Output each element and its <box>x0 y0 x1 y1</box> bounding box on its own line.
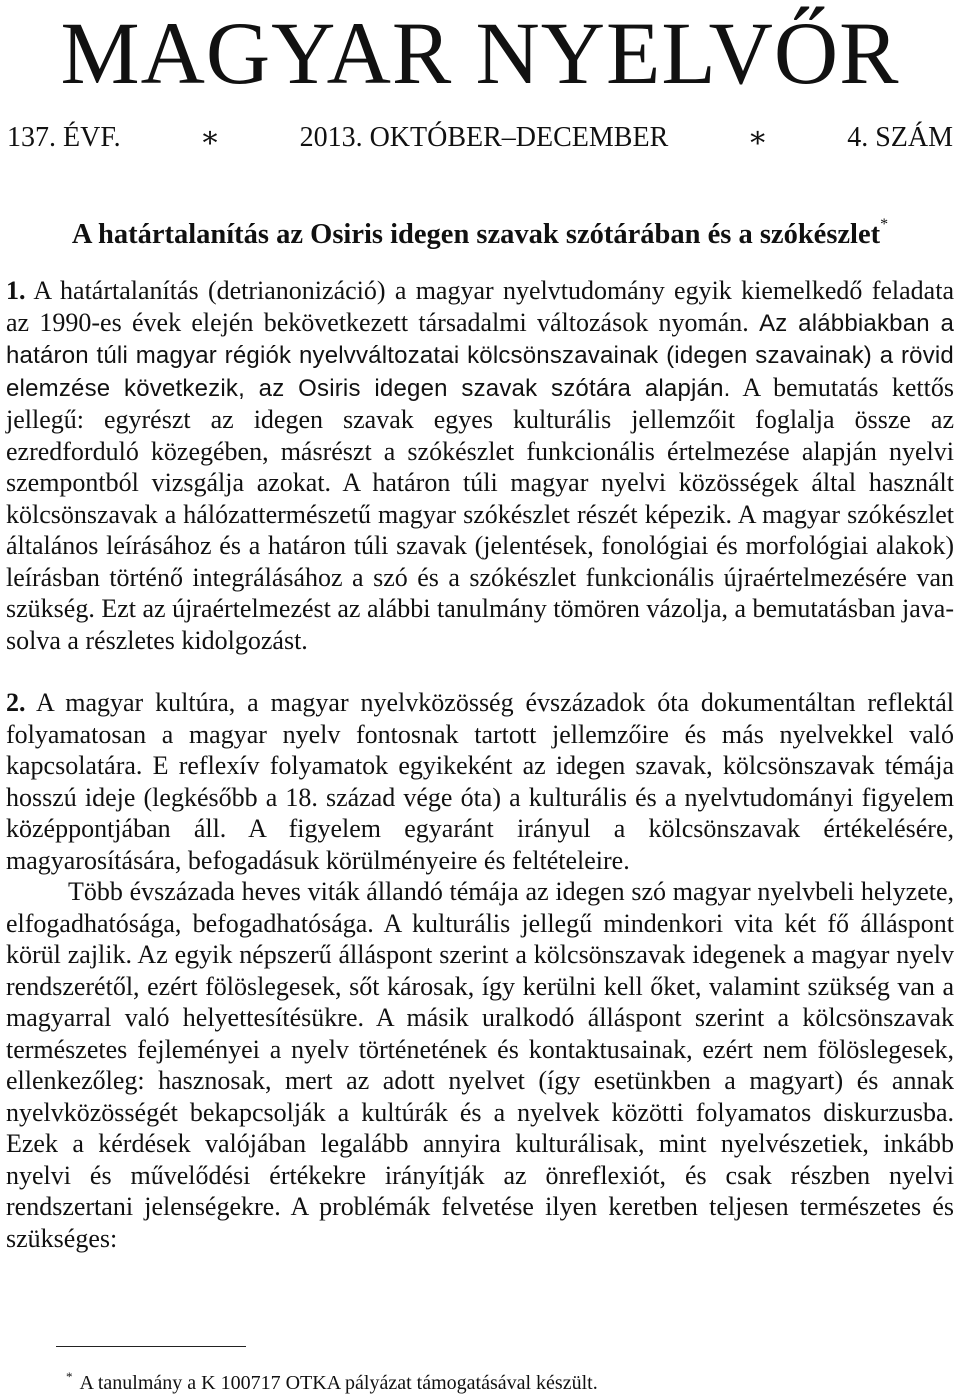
section-number: 2. <box>6 688 26 717</box>
volume-label: 137. ÉVF. <box>7 122 121 153</box>
section-number: 1. <box>6 276 26 305</box>
separator-star-icon: ∗ <box>199 121 221 154</box>
section-2-paragraph-2: Több évszázada heves viták állandó témája az idegen szó magyar nyelvbeli helyzete, elfogadhatósága, befogadhatósága. A kulturális jellegű mindenkori vita két fő álláspont körül zajlik. Az egyik népszerű álláspont szerint a kölcsönszavak idegenek a magyar nyelv rendszerétől, ezért fölöslegesek, sőt károsak, így kerülni kell őket, valamint szükség van a magyarral való helyettesítésükre. A másik uralkodó álláspont szerint a kölcsönszavak természetes fejleményei a nyelv történetének és kontaktusainak, ezért nem fölöslegesek, ellenkezőleg: hasznosak, mert az adott nyelvet (így esetünkben a magyart) és annak nyelvközösségét bekapcsolják a kultúrák és a nyelvek közötti folyamatos diskurzusba. Ezek a kérdések valójában legalább annyira kulturálisak, mint nyelvészetiek, inkább nyelvi és művelődési értékekre irányítják az önreflexiót, és csak részben nyelvi rendszertani jelenségekre. A problémák felvetése ilyen keretben teljesen természetes és szükséges: <box>6 877 954 1253</box>
issue-number: 4. SZÁM <box>847 122 953 153</box>
section-2-text: A magyar kultúra, a magyar nyelvközösség évszázadok óta dokumentáltan reflektál folyamatosan a magyar nyelv fontosnak tartott jellemzőire és más nyelvekkel való kapcsolatára. E reflexív folyamatok egyikeként az idegen szavak, kölcsönszavak témája hosszú ideje (legkésőbb a 18. század vége óta) a kulturális és a nyelvtudományi figyelem középpontjában áll. A figyelem egyaránt irányul a kölcsönszavak értékelésére, magyarosítására, befogadásuk körülményeire és feltételeire. <box>6 688 954 875</box>
section-1-text-c: A bemutatás kettős jellegű: egyrészt az idegen szavak egyes kulturális jellemzőit foglalja össze az ezredforduló közegében, másrészt a szókészlet funkcionális értelmezése alapján nyelvi szempontból vizsgálja azokat. A határon túli magyar nyelvi közösségek által használt kölcsönszavak a hálózattermészetű magyar szókészlet részét képezik. A magyar szókészlet általános leírásához és a határon túli szavak (jelentések, fonológiai és morfológiai alakok) leírásban történő integrálásához a szó és a szókészlet funkcionális újraértelmezésére van szükség. Ezt az újraértelmezést az alábbi tanulmány tömören vázolja, a bemutatásban javasolva a részletes kidolgozást. <box>6 372 954 655</box>
section-1 <box>6 275 954 656</box>
section-1-text-b: Az alábbiakban a határon túli magyar régiók nyelvváltozatai kölcsönszavainak (idegen szavainak) a rövid elemzése következik, az Osiris idegen szavak szótára alapján. <box>6 309 955 402</box>
article-body <box>6 275 954 1254</box>
footnote-mark: * <box>66 1369 73 1384</box>
issue-date: 2013. OKTÓBER–DECEMBER <box>299 122 669 153</box>
footnote-divider <box>56 1346 246 1347</box>
footnote <box>66 1370 598 1396</box>
separator-star-icon: ∗ <box>747 121 768 154</box>
section-2 <box>6 687 954 876</box>
footnote-text: A tanulmány a K 100717 OTKA pályázat támogatásával készült. <box>79 1372 598 1394</box>
footnote-marker: * <box>880 216 889 233</box>
section-1-text-a: A határtalanítás (detrianonizáció) a magyar nyelvtudomány egyik kiemelkedő feladata az 1990-es évek elején bekövetkezett társadalmi változások nyomán. <box>6 276 954 337</box>
article-title <box>0 215 960 255</box>
issue-line <box>7 118 953 158</box>
article-title-text: A határtalanítás az Osiris idegen szavak szótárában és a szókészlet <box>71 219 881 250</box>
journal-masthead: MAGYAR NYELVŐR <box>60 5 900 103</box>
